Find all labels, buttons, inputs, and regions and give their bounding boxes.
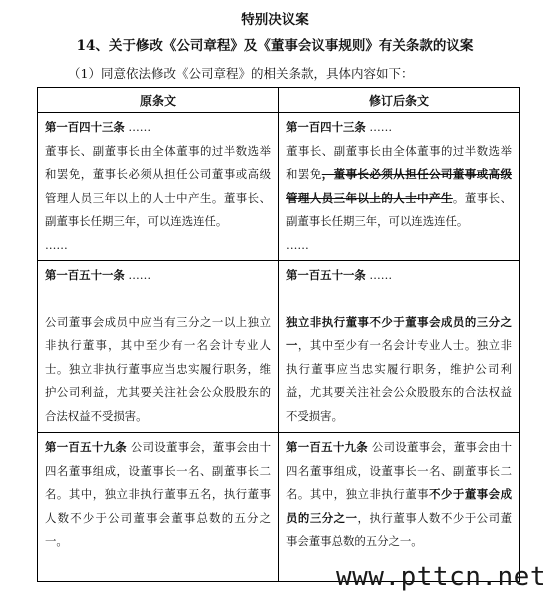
original-clause-143 bbox=[38, 113, 279, 261]
clause-text: 公司董事会成员中应当有三分之一以上独立非执行董事，其中至少有一名会计专业人士。独立非执行董事应当忠实履行职务，维护公司利益，尤其要关注社会公众股股东的合法权益不受损害。 bbox=[45, 314, 271, 423]
clause-text: 公司设董事会，董事会由十四名董事组成，设董事长一名、副董事长二名。其中，独立非执行董事五名，执行董事人数不少于公司董事会董事总数的五分之一。 bbox=[45, 440, 271, 548]
clause-number: 第一百五十一条 bbox=[286, 268, 366, 282]
clause-ellipsis: …… bbox=[286, 237, 309, 252]
clause-ellipsis: …… bbox=[365, 120, 393, 134]
comparison-table bbox=[37, 87, 520, 582]
resolution-heading: 14、关于修改《公司章程》及《董事会议事规则》有关条款的议案 bbox=[76, 38, 474, 54]
intro-paragraph: （1）同意依法修改《公司章程》的相关条款，具体内容如下： bbox=[68, 66, 414, 81]
revised-clause-159 bbox=[279, 433, 520, 582]
revised-clause-151 bbox=[279, 261, 520, 433]
deleted-text: ，董事长必须从担任公司董事或高级管理人员三年以上的人士中产生 bbox=[286, 167, 512, 205]
clause-ellipsis: …… bbox=[365, 268, 393, 282]
table-row bbox=[38, 261, 520, 433]
clause-ellipsis: …… bbox=[124, 120, 152, 134]
column-header-revised: 修订后条文 bbox=[279, 88, 520, 113]
clause-text: 公司设董事会，董事会由十四名董事组成，设董事长一名、副董事长二名。其中，独立非执行董事 bbox=[286, 440, 512, 501]
inserted-text: 独立非执行董事不少于董事会成员的三分之一 bbox=[286, 314, 512, 352]
clause-text: 董事长、副董事长由全体董事的过半数选举和罢免 bbox=[286, 143, 512, 181]
clause-number: 第一百五十九条 bbox=[286, 440, 368, 454]
clause-text: ，其中至少有一名会计专业人士。独立非执行董事应当忠实履行职务，维护公司利益，尤其要关注社会公众股股东的合法权益不受损害。 bbox=[286, 338, 512, 423]
revised-clause-143 bbox=[279, 113, 520, 261]
site-watermark: www.pttcn.net bbox=[336, 562, 546, 592]
clause-ellipsis: …… bbox=[45, 237, 68, 252]
column-header-original: 原条文 bbox=[38, 88, 279, 113]
clause-number: 第一百五十一条 bbox=[45, 268, 125, 282]
table-header-row bbox=[38, 88, 520, 113]
clause-text: 。董事长、副董事长任期三年，可以连选连任。 bbox=[286, 190, 512, 228]
table-row bbox=[38, 113, 520, 261]
clause-number: 第一百四十三条 bbox=[45, 120, 125, 134]
clause-number: 第一百五十九条 bbox=[45, 440, 127, 454]
clause-number: 第一百四十三条 bbox=[286, 120, 366, 134]
original-clause-151 bbox=[38, 261, 279, 433]
document-title: 特别决议案 bbox=[241, 12, 309, 28]
clause-text: 董事长、副董事长由全体董事的过半数选举和罢免，董事长必须从担任公司董事或高级管理人员三年以上的人士中产生。董事长、副董事长任期三年，可以连选连任。 bbox=[45, 143, 271, 228]
clause-text: ，执行董事人数不少于公司董事会董事总数的五分之一。 bbox=[286, 510, 512, 548]
table-row bbox=[38, 433, 520, 582]
original-clause-159 bbox=[38, 433, 279, 582]
inserted-text: 不少于董事会成员的三分之一 bbox=[286, 487, 512, 525]
clause-ellipsis: …… bbox=[124, 268, 152, 282]
